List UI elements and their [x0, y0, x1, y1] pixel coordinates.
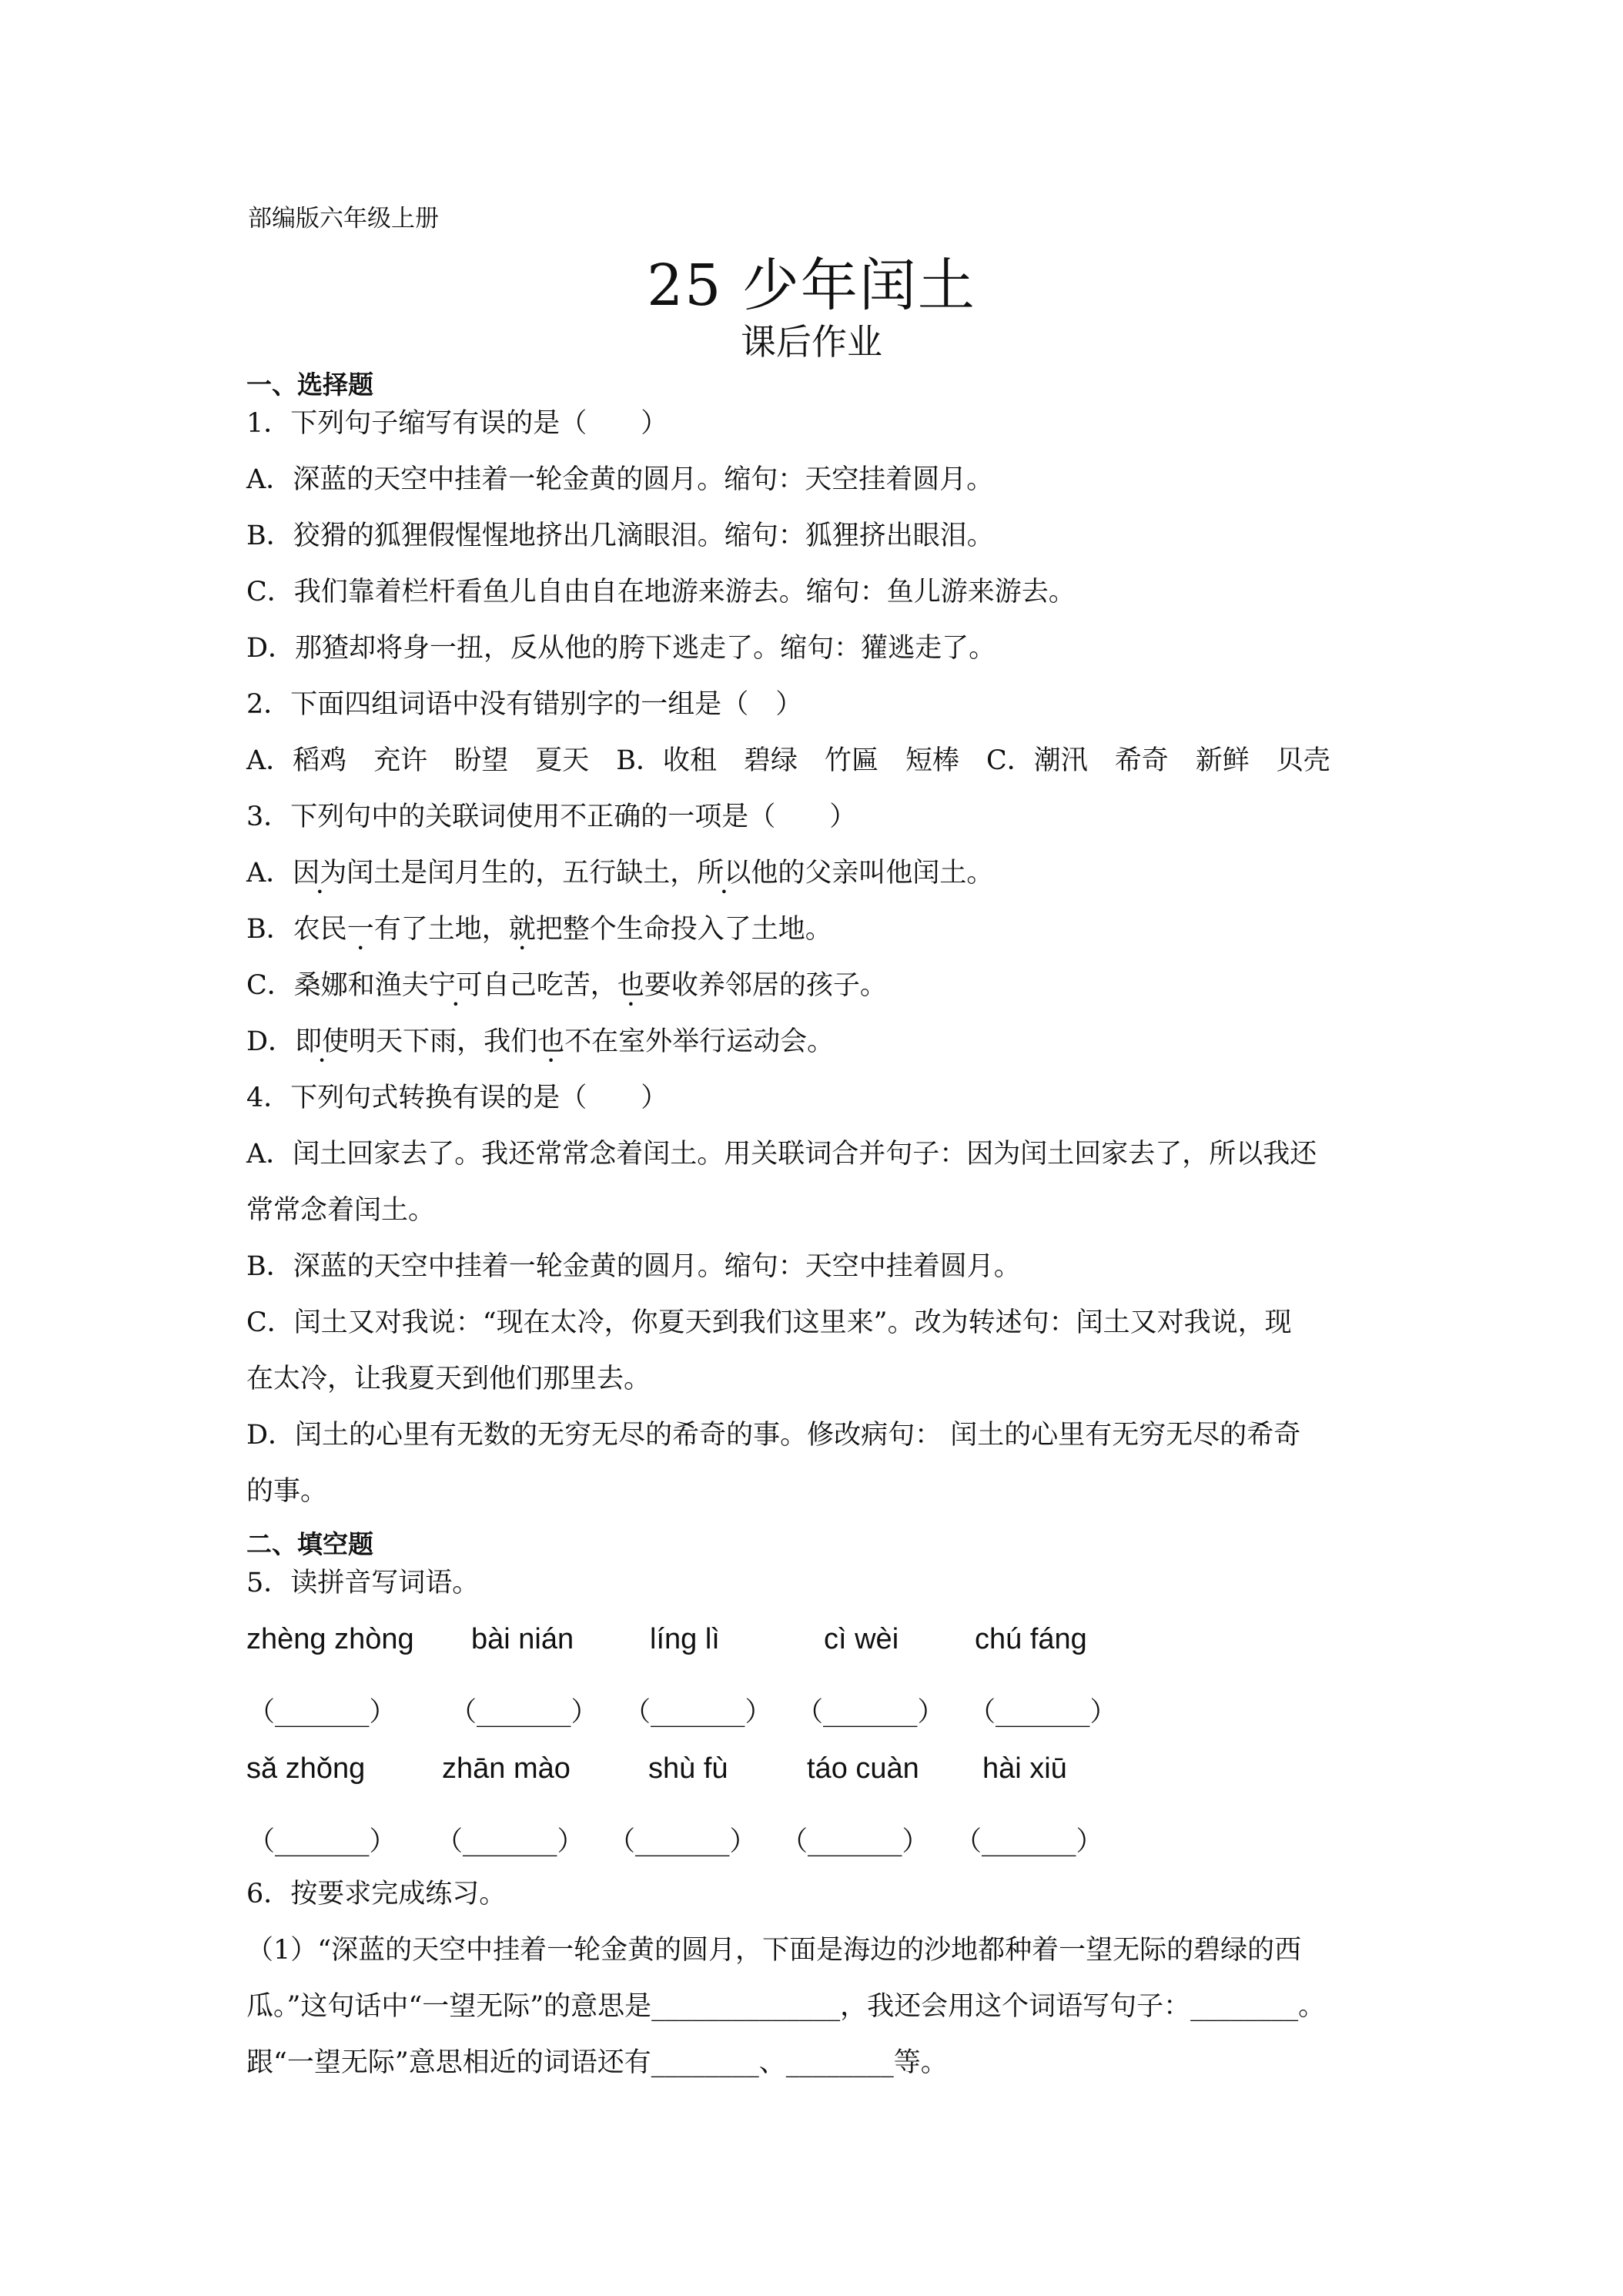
q3-stem: 3．下列句中的关联词使用不正确的一项是（ ）	[246, 802, 857, 832]
section-heading-fill: 二、填空题	[246, 1529, 373, 1559]
q6-part1-line1: （1）“深蓝的天空中挂着一轮金黄的圆月，下面是海边的沙地都种着一望无际的碧绿的西	[246, 1935, 1302, 1966]
pinyin-item: shù fù	[648, 1752, 728, 1785]
q4-option-b: B．深蓝的天空中挂着一轮金黄的圆月。缩句：天空中挂着圆月。	[246, 1251, 1021, 1282]
q6-part1-line3: 跟“一望无际”意思相近的词语还有________、________等。	[246, 2047, 948, 2078]
q1-option-d: D．那猹却将身一扭，反从他的胯下逃走了。缩句：獾逃走了。	[246, 633, 996, 664]
q3-c-text: C．桑娜和渔夫	[246, 970, 429, 1001]
q3-c-text: 要收养邻居的孩子。	[644, 970, 887, 1001]
q1-option-a: A．深蓝的天空中挂着一轮金黄的圆月。缩句：天空挂着圆月。	[246, 464, 994, 495]
q4-option-c-line2: 在太冷，让我夏天到他们那里去。	[246, 1364, 651, 1394]
q3-a-marked-word: 所以	[697, 858, 751, 889]
q3-d-marked-word: 也	[537, 1026, 565, 1057]
q1-option-c: C．我们靠着栏杆看鱼儿自由自在地游来游去。缩句：鱼儿游来游去。	[246, 577, 1076, 607]
q3-a-text: 他的父亲叫他闰土。	[751, 858, 994, 889]
q2-options: A．稻鸡 充许 盼望 夏天 B．收租 碧绿 竹匾 短棒 C．潮汛 希奇 新鲜 贝壳	[246, 745, 1330, 776]
q4-option-a-line1: A．闰土回家去了。我还常常念着闰土。用关联词合并句子：因为闰土回家去了，所以我还	[246, 1139, 1317, 1170]
q3-b-marked-word: 就	[508, 914, 536, 945]
pinyin-item: zhèng zhòng	[246, 1623, 414, 1655]
answer-blank[interactable]: （_______）	[781, 1826, 929, 1857]
q1-stem: 1．下列句子缩写有误的是（ ）	[246, 408, 668, 439]
q4-option-c-line1: C．闰土又对我说：“现在太冷，你夏天到我们这里来”。改为转述句：闰土又对我说，现	[246, 1307, 1292, 1338]
q3-b-text: B．农民	[246, 914, 347, 945]
q4-option-a-line2: 常常念着闰土。	[246, 1195, 436, 1226]
pinyin-item: zhān mào	[442, 1752, 571, 1785]
q3-d-text: 明天下雨，我们	[349, 1026, 538, 1057]
q6-stem: 6．按要求完成练习。	[246, 1879, 507, 1909]
answer-blank[interactable]: （_______）	[436, 1826, 584, 1857]
q3-c-marked-word: 也	[617, 970, 644, 1001]
pinyin-item: bài nián	[471, 1623, 574, 1655]
section-heading-choice: 一、选择题	[246, 370, 373, 400]
answer-blank[interactable]: （_______）	[969, 1697, 1117, 1728]
q3-a-text: A．	[246, 858, 293, 889]
q3-c-marked-word: 宁可	[428, 970, 483, 1001]
q3-a-marked-word: 因为	[293, 858, 347, 889]
pinyin-item: hài xiū	[982, 1752, 1067, 1785]
q3-option-c	[246, 964, 887, 1002]
q3-c-text: 自己吃苦，	[482, 970, 617, 1001]
q5-stem: 5．读拼音写词语。	[246, 1568, 480, 1598]
answer-blank[interactable]: （_______）	[955, 1826, 1103, 1857]
pinyin-item: líng lì	[650, 1623, 720, 1655]
answer-blank[interactable]: （_______）	[608, 1826, 757, 1857]
grade-header: 部编版六年级上册	[248, 205, 439, 233]
q3-d-text: 不在室外举行运动会。	[564, 1026, 835, 1057]
answer-blank[interactable]: （_______）	[796, 1697, 945, 1728]
answer-blank[interactable]: （_______）	[450, 1697, 598, 1728]
q6-part1-line2: 瓜。”这句话中“一望无际”的意思是______________，我还会用这个词语写句子：________。	[246, 1991, 1326, 2022]
pinyin-item: chú fáng	[975, 1623, 1087, 1655]
pinyin-item: táo cuàn	[807, 1752, 919, 1785]
answer-blank[interactable]: （_______）	[624, 1697, 772, 1728]
q2-stem: 2．下面四组词语中没有错别字的一组是（ ）	[246, 689, 803, 720]
q1-option-b: B．狡猾的狐狸假惺惺地挤出几滴眼泪。缩句：狐狸挤出眼泪。	[246, 520, 994, 551]
q3-option-d	[246, 1020, 834, 1059]
q3-d-text: D．	[246, 1026, 296, 1057]
q3-a-text: 闰土是闰月生的，五行缺土，	[346, 858, 698, 889]
q4-option-d-line2: 的事。	[246, 1476, 328, 1507]
pinyin-item: cì wèi	[824, 1623, 899, 1655]
answer-blank[interactable]: （_______）	[248, 1697, 397, 1728]
q3-d-marked-word: 即使	[295, 1026, 350, 1057]
q3-b-text: 把整个生命投入了土地。	[535, 914, 832, 945]
q4-option-d-line1: D．闰土的心里有无数的无穷无尽的希奇的事。修改病句： 闰土的心里有无穷无尽的希奇	[246, 1420, 1301, 1451]
pinyin-item: sǎ zhǒng	[246, 1752, 366, 1785]
q3-b-text: 有了土地，	[373, 914, 509, 945]
q3-b-marked-word: 一	[346, 914, 374, 945]
q3-option-a	[246, 852, 993, 890]
answer-blank[interactable]: （_______）	[248, 1826, 397, 1857]
lesson-subtitle: 课后作业	[741, 321, 882, 363]
q3-option-b	[246, 908, 832, 946]
lesson-title: 25 少年闰土	[647, 253, 976, 319]
q4-stem: 4．下列句式转换有误的是（ ）	[246, 1083, 668, 1113]
